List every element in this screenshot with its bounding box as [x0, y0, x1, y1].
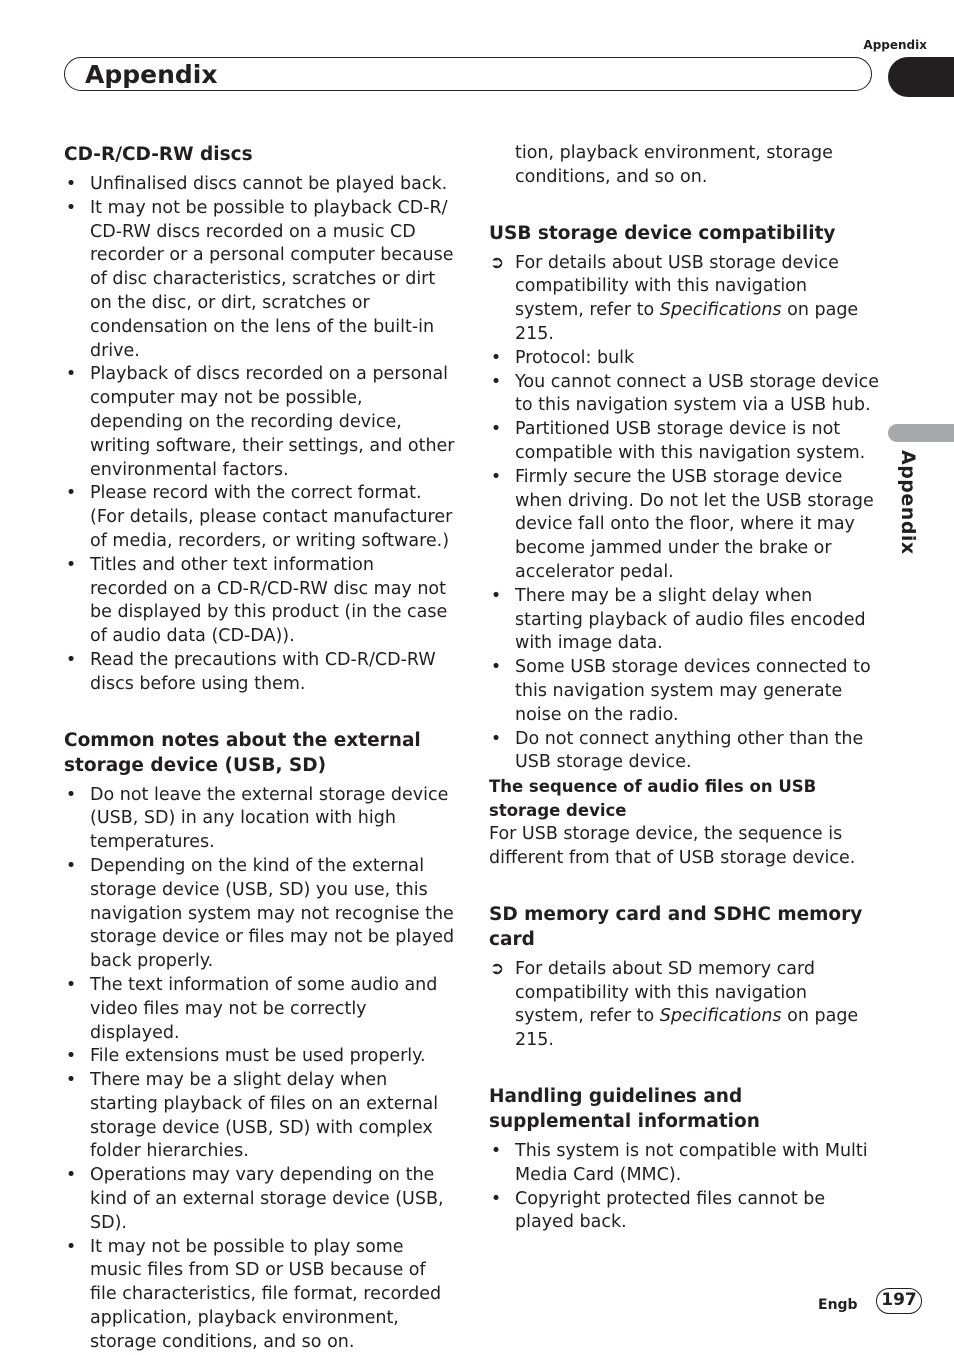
usb-reference: ➲ For details about USB storage device compatibility with this navigation system, refer to Specifications on page 215.: [489, 252, 859, 344]
bullet-icon: •: [490, 466, 502, 487]
bullet-icon: •: [65, 1236, 77, 1257]
list-item: • Read the precautions with CD-R/CD-RW discs before using them.: [65, 649, 436, 694]
bullet-icon: •: [65, 855, 77, 876]
handling-list: [489, 1140, 881, 1235]
usb-heading: USB storage device compatibility: [489, 222, 836, 244]
list-item: • Partitioned USB storage device is not compatible with this navigation system.: [490, 419, 866, 463]
arrow-right-icon: ➲: [489, 252, 505, 273]
bullet-icon: •: [490, 419, 502, 440]
specifications-link[interactable]: Specifications: [659, 1006, 782, 1027]
bullet-icon: •: [490, 1140, 502, 1161]
bullet-icon: •: [65, 483, 77, 504]
bullet-icon: •: [490, 347, 502, 368]
page-number: 197: [876, 1288, 922, 1314]
list-item: • Depending on the kind of the external storage device (USB, SD) you use, this navigation system may not recognise the storage device or files may not be played back properly.: [65, 855, 455, 972]
page-title: Appendix: [85, 60, 218, 89]
footer-language: Engb: [818, 1297, 858, 1313]
common-notes-list: [64, 784, 456, 1355]
bullet-icon: •: [65, 554, 77, 575]
bullet-icon: •: [490, 371, 502, 392]
list-item: • There may be a slight delay when starting playback of audio files encoded with image data.: [490, 585, 866, 654]
specifications-link[interactable]: Specifications: [659, 300, 782, 321]
side-tab-marker: [888, 424, 954, 442]
bullet-icon: •: [65, 649, 77, 670]
list-item: • Protocol: bulk: [489, 347, 881, 371]
arrow-right-icon: ➲: [489, 958, 505, 979]
bullet-icon: •: [490, 1188, 502, 1209]
bullet-icon: •: [65, 1070, 77, 1091]
list-item: • File extensions must be used properly.: [64, 1045, 456, 1069]
cd-list: [64, 173, 456, 697]
bullet-icon: •: [65, 174, 77, 194]
list-item: • Firmly secure the USB storage device when driving. Do not let the USB storage device fall onto the floor, where it may become jammed under the brake or accelerator pedal.: [490, 466, 874, 582]
list-item: • It may not be possible to playback CD-R/ CD-RW discs recorded on a music CD recorder or a personal computer because of disc characteristics, scratches or dirt on the disc, or dirt, scratches or condensation on the lens of the built-in drive.: [65, 197, 454, 361]
list-item: • This system is not compatible with Multi Media Card (MMC).: [490, 1140, 868, 1185]
list-item: • Please record with the correct format. (For details, please contact manufacturer of media, recorders, or writing software.): [65, 483, 453, 551]
left-column: [64, 142, 456, 1355]
list-item: • Some USB storage devices connected to this navigation system may generate noise on the radio.: [490, 657, 871, 725]
list-item: • Do not leave the external storage device (USB, SD) in any location with high temperatures.: [65, 784, 449, 853]
cd-heading: CD-R/CD-RW discs: [64, 144, 253, 165]
list-item: • Playback of discs recorded on a personal computer may not be possible, depending on the recording device, writing software, their settings, and other environmental factors.: [65, 364, 455, 480]
bullet-icon: •: [65, 784, 77, 805]
list-item: • Operations may vary depending on the kind of an external storage device (USB, SD).: [65, 1165, 444, 1233]
sd-list: [489, 958, 881, 1053]
running-head: Appendix: [863, 38, 927, 52]
bullet-icon: •: [65, 197, 77, 218]
bullet-icon: •: [490, 728, 502, 749]
right-column: [489, 142, 881, 1235]
list-item: • There may be a slight delay when starting playback of files on an external storage device (USB, SD) with complex folder hierarchies.: [65, 1070, 439, 1162]
list-item: • Copyright protected files cannot be played back.: [490, 1188, 826, 1233]
list-item: • Unfinalised discs cannot be played back.: [64, 173, 456, 197]
sequence-heading: The sequence of audio files on USB storage device: [489, 777, 817, 821]
bullet-icon: •: [65, 1046, 77, 1067]
bullet-icon: •: [490, 657, 502, 678]
list-item: • Do not connect anything other than the USB storage device.: [490, 728, 864, 773]
sd-heading: SD memory card and SDHC memory card: [489, 903, 863, 950]
list-item: • The text information of some audio and video files may not be correctly displayed.: [65, 974, 438, 1043]
bullet-icon: •: [65, 1165, 77, 1186]
usb-list: [489, 252, 881, 776]
bullet-icon: •: [65, 364, 77, 385]
sequence-text: For USB storage device, the sequence is different from that of USB storage device.: [489, 824, 856, 868]
title-bar: [64, 57, 872, 91]
common-notes-heading: Common notes about the external storage device (USB, SD): [64, 729, 421, 776]
bullet-icon: •: [490, 585, 502, 606]
chapter-tab: [888, 57, 954, 97]
side-tab-label: Appendix: [897, 450, 919, 555]
list-item: • Titles and other text information recorded on a CD-R/CD-RW disc may not be displayed by this product (in the case of audio data (CD-DA)).: [65, 554, 448, 647]
continued-text: tion, playback environment, storage conditions, and so on.: [515, 143, 833, 187]
list-item: • It may not be possible to play some music files from SD or USB because of file characteristics, file format, recorded application, playback environment, storage conditions, and so on.: [65, 1236, 442, 1352]
sd-reference: ➲ For details about SD memory card compatibility with this navigation system, refer to Specifications on page 215.: [489, 958, 859, 1051]
handling-heading: Handling guidelines and supplemental information: [489, 1085, 760, 1132]
list-item: • You cannot connect a USB storage device to this navigation system via a USB hub.: [490, 371, 880, 416]
bullet-icon: •: [65, 974, 77, 995]
